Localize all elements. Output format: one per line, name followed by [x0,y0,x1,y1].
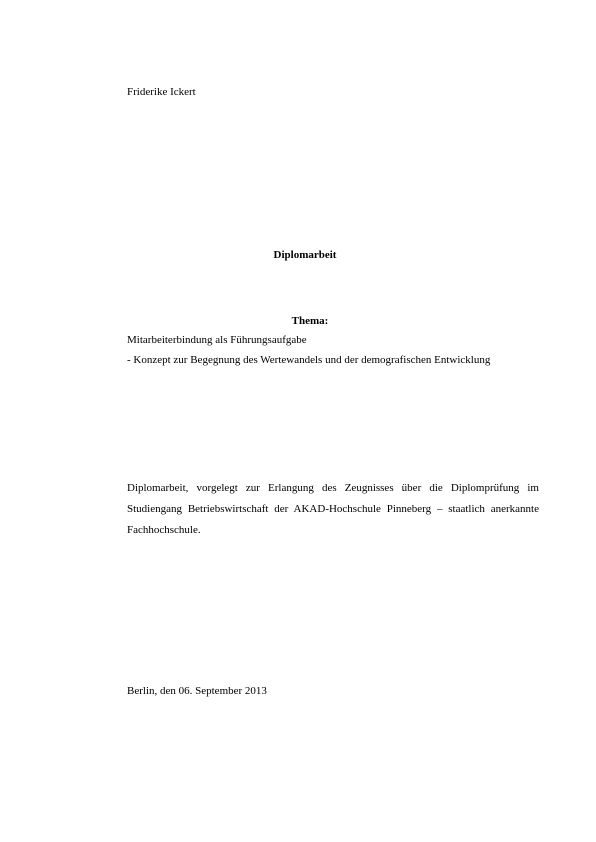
document-type-heading: Diplomarbeit [273,249,337,261]
submission-statement: Diplomarbeit, vorgelegt zur Erlangung des Zeugnisses über die Diplomprüfung im Studiengang Betriebswirtschaft der AKAD-Hochschule Pinneberg – staatlich anerkannte Fachhochschule. [127,482,539,536]
topic-heading: Thema: [291,315,329,327]
place-and-date: Berlin, den 06. September 2013 [127,685,267,697]
topic-subtitle: - Konzept zur Begegnung des Wertewandels und der demografischen Entwicklung [127,354,491,366]
author-name: Friderike Ickert [127,86,196,98]
topic-title: Mitarbeiterbindung als Führungsaufgabe [127,334,307,346]
